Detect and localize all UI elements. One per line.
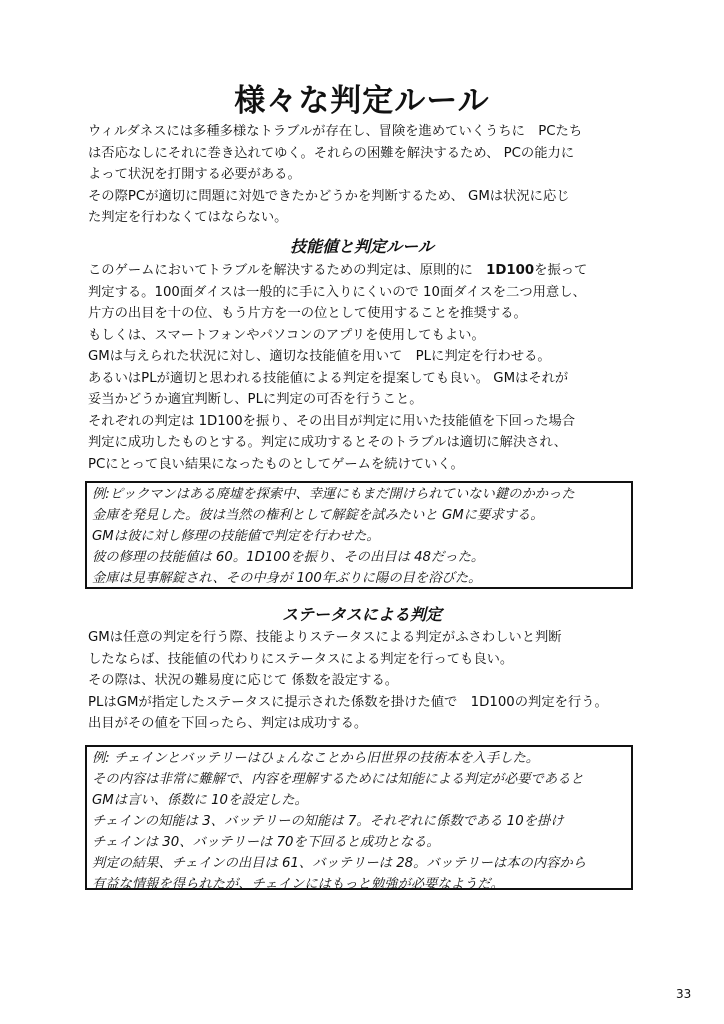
intro-line: その際PCが適切に問題に対処できたかどうかを判断するため、 GMは状況に応じ	[88, 188, 570, 204]
example-line: GMは言い、係数に 10を設定した。	[92, 793, 308, 808]
example-line: GMは彼に対し修理の技能値で判定を行わせた。	[92, 529, 380, 544]
example-line: 有益な情報を得られたが、チェインにはもっと勉強が必要なようだ。	[92, 877, 504, 892]
section-heading-status: ステータスによる判定	[282, 605, 442, 624]
intro-line: は否応なしにそれに巻き込れてゆく。それらの困難を解決するため、 PCの能力に	[88, 145, 575, 161]
skill-line: 妥当かどうか適宜判断し、PLに判定の可否を行うこと。	[88, 392, 423, 407]
status-line: その際は、状況の難易度に応じて 係数を設定する。	[88, 673, 399, 688]
skill-line	[88, 260, 648, 282]
section-heading-skill: 技能値と判定ルール	[290, 237, 434, 256]
skill-line: GMは与えられた状況に対し、適切な技能値を用いて PLに判定を行わせる。	[88, 349, 551, 364]
status-line: 出目がその値を下回ったら、判定は成功する。	[88, 716, 368, 731]
dice-notation: 1D100	[486, 263, 535, 278]
page-title: 様々な判定ルール	[234, 82, 490, 119]
skill-line: 片方の出目を十の位、もう片方を一の位として使用することを推奨する。	[88, 306, 527, 321]
example-line: チェインは 30、バッテリーは 70を下回ると成功となる。	[92, 835, 440, 850]
example-line: その内容は非常に難解で、内容を理解するためには知能による判定が必要であると	[92, 772, 584, 787]
example-line: 彼の修理の技能値は 60。1D100を振り、その出目は 48だった。	[92, 550, 485, 565]
skill-line-text: を振って	[534, 263, 588, 278]
example-line: 判定の結果、チェインの出目は 61、バッテリーは 28。バッテリーは本の内容から	[92, 856, 586, 871]
status-line: したならば、技能値の代わりにステータスによる判定を行っても良い。	[88, 651, 514, 667]
status-paragraph	[88, 627, 648, 735]
status-example-box	[85, 745, 633, 890]
status-line: GMは任意の判定を行う際、技能よりステータスによる判定がふさわしいと判断	[88, 630, 562, 645]
skill-example-box	[85, 481, 633, 589]
skill-line: それぞれの判定は 1D100を振り、その出目が判定に用いた技能値を下回った場合	[88, 413, 576, 429]
skill-line: 判定に成功したものとする。判定に成功するとそのトラブルは適切に解決され、	[88, 435, 567, 450]
page-number: 33	[676, 987, 692, 1001]
skill-paragraph	[88, 260, 648, 475]
example-line: チェインの知能は 3、バッテリーの知能は 7。それぞれに係数である 10を掛け	[92, 814, 564, 829]
skill-line: 判定する。100面ダイスは一般的に手に入りにくいので 10面ダイスを二つ用意し、	[88, 284, 586, 300]
intro-line: た判定を行わなくてはならない。	[88, 210, 288, 225]
skill-line: あるいはPLが適切と思われる技能値による判定を提案しても良い。 GMはそれが	[88, 370, 569, 386]
skill-line: PCにとって良い結果になったものとしてゲームを続けていく。	[88, 456, 464, 472]
example-line: 金庫は見事解錠され、その中身が 100年ぶりに陽の目を浴びた。	[92, 571, 482, 586]
intro-paragraph	[88, 121, 648, 229]
example-line: 金庫を発見した。彼は当然の権利として解錠を試みたいと GMに要求する。	[92, 508, 544, 523]
skill-line-text: このゲームにおいてトラブルを解決するための判定は、原則的に	[88, 263, 487, 278]
example-line: 例: チェインとバッテリーはひょんなことから旧世界の技術本を入手した。	[92, 751, 540, 766]
status-line: PLはGMが指定したステータスに提示された係数を掛けた値で 1D100の判定を行う。	[88, 694, 608, 710]
intro-line: ウィルダネスには多種多様なトラブルが存在し、冒険を進めていくうちに PCたち	[88, 124, 583, 139]
intro-line: よって状況を打開する必要がある。	[88, 167, 301, 182]
skill-line: もしくは、スマートフォンやパソコンのアプリを使用してもよい。	[88, 327, 485, 343]
example-line: 例:ピックマンはある廃墟を探索中、幸運にもまだ開けられていない鍵のかかった	[92, 487, 575, 502]
